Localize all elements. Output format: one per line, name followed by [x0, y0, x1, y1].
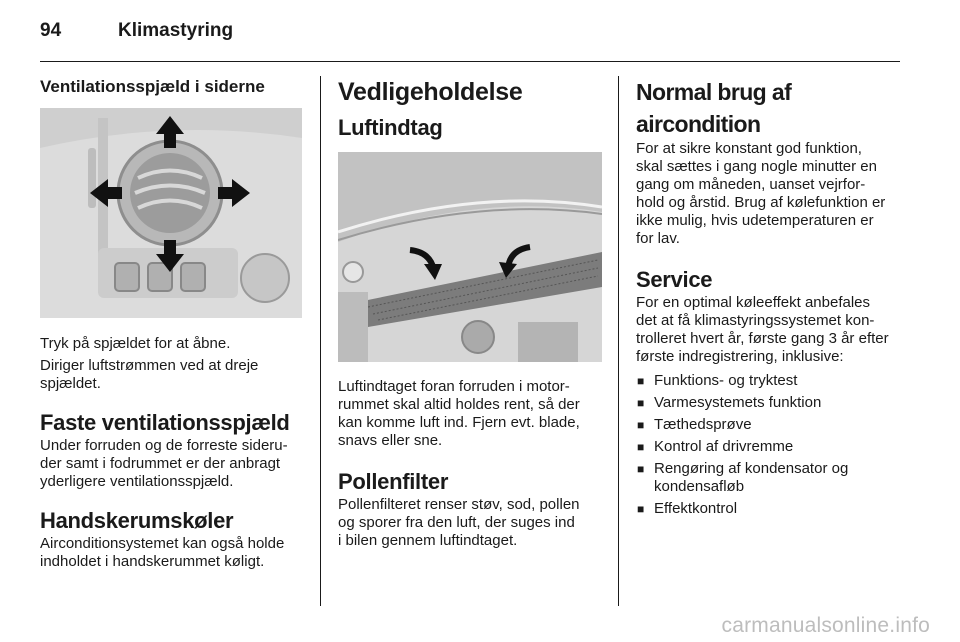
air-intake-illustration: [338, 152, 602, 362]
normal-line-6: for lav.: [636, 230, 680, 247]
side-vents-para-2-line-2: spjældet.: [40, 375, 101, 392]
glovebox-line-2: indholdet i handskerummet køligt.: [40, 553, 265, 570]
pollen-line-1: Pollenfilteret renser støv, sod, pollen: [338, 496, 580, 513]
side-vents-para-2-line-1: Diriger luftstrømmen ved at dreje: [40, 357, 259, 374]
service-line-1: For en optimal køleeffekt anbefales: [636, 294, 871, 311]
intake-line-4: snavs eller sne.: [338, 432, 443, 449]
page-number: 94: [40, 20, 62, 41]
bullet-square-icon: ■: [637, 374, 645, 388]
service-checklist: [636, 372, 906, 518]
normal-line-3: gang om måneden, uanset vejrfor-: [636, 176, 866, 193]
watermark: carmanualsonline.info: [721, 614, 930, 637]
air-intake-figure: [338, 152, 602, 362]
pollen-filter-title: Pollenfilter: [338, 469, 449, 494]
service-line-3: trolleret hvert år, første gang 3 år efter: [636, 330, 889, 347]
side-vents-para-1: Tryk på spjældet for at åbne.: [40, 335, 231, 352]
air-intake-title: Luftindtag: [338, 115, 443, 140]
fixed-vents-line-2: der samt i fodrummet er der anbragt: [40, 455, 281, 472]
fixed-vents-line-3: yderligere ventilationsspjæld.: [40, 473, 234, 490]
list-item: ■ Kontrol af drivremme: [637, 438, 794, 455]
list-item: ■ Tæthedsprøve: [637, 416, 752, 433]
header-rule: [40, 61, 900, 62]
glovebox-title: Handskerumskøler: [40, 508, 234, 533]
normal-line-1: For at sikre konstant god funktion,: [636, 140, 862, 157]
bullet-square-icon: ■: [637, 502, 645, 516]
pollen-line-3: i bilen gennem luftindtaget.: [338, 532, 518, 549]
maintenance-title: Vedligeholdelse: [338, 78, 523, 106]
side-vent-illustration: [40, 108, 302, 318]
column-divider-2: [618, 76, 619, 606]
fixed-vents-line-1: Under forruden og de forreste sideru-: [40, 437, 288, 454]
column-1: [40, 76, 305, 571]
pollen-line-2: og sporer fra den luft, der suges ind: [338, 514, 575, 531]
service-line-2: det at få klimastyringssystemet kon-: [636, 312, 875, 329]
column-divider-1: [320, 76, 321, 606]
intake-line-2: rummet skal altid holdes rent, så der: [338, 396, 580, 413]
list-item: ■ Varmesystemets funktion: [637, 394, 822, 411]
normal-line-4: hold og årstid. Brug af kølefunktion er: [636, 194, 886, 211]
bullet-square-icon: ■: [637, 396, 645, 410]
bullet-square-icon: ■: [637, 462, 645, 476]
list-item: ■ Effektkontrol: [637, 500, 738, 517]
normal-use-title: Normal brug af aircondition: [636, 79, 792, 137]
normal-line-2: skal sættes i gang nogle minutter en: [636, 158, 877, 175]
service-line-4: første indregistrering, inklusive:: [636, 348, 844, 365]
normal-line-5: ikke mulig, hvis udetemperaturen er: [636, 212, 874, 229]
column-3: [636, 76, 906, 522]
list-item: ■ Funktions- og tryktest: [637, 372, 798, 389]
list-item: ■ Rengøring af kondensator og kondensafløb: [637, 460, 849, 495]
bullet-square-icon: ■: [637, 418, 645, 432]
intake-line-3: kan komme luft ind. Fjern evt. blade,: [338, 414, 580, 431]
bullet-square-icon: ■: [637, 440, 645, 454]
column-2: [338, 76, 603, 550]
fixed-vents-title: Faste ventilationsspjæld: [40, 410, 290, 435]
glovebox-line-1: Airconditionsystemet kan også holde: [40, 535, 285, 552]
chapter-title: Klimastyring: [118, 20, 234, 41]
intake-line-1: Luftindtaget foran forruden i motor-: [338, 378, 570, 395]
service-title: Service: [636, 267, 713, 292]
side-vents-title: Ventilationsspjæld i siderne: [40, 77, 265, 96]
side-vent-figure: [40, 108, 302, 318]
